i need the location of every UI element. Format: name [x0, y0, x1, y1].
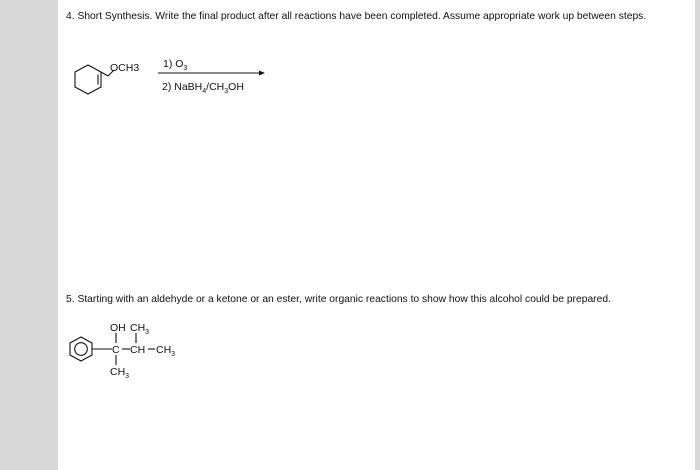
- reaction-arrow: [158, 70, 265, 76]
- reagent-step-2-oh: OH: [228, 81, 244, 93]
- methyl-bottom-label: $CH_3$: [110, 366, 130, 380]
- cyclohexene-methoxy-structure: [64, 52, 144, 102]
- benzene-ring: [70, 337, 92, 361]
- methyl-right-label: $CH_3$: [156, 344, 176, 358]
- reagent-step-1-subscript: 3: [183, 65, 188, 73]
- reagent-step-2-sub-3: 3: [224, 88, 229, 96]
- reagent-step-2-ch: /CH: [206, 81, 225, 93]
- central-carbon-label: C: [112, 344, 120, 356]
- methoxy-label: OCH3: [110, 62, 140, 74]
- methine-label: CH: [130, 344, 146, 356]
- cyclohexene-ring: [75, 65, 101, 94]
- reagent-step-2: [162, 81, 244, 95]
- worksheet-page: [58, 0, 695, 470]
- hydroxyl-label: OH: [110, 322, 126, 334]
- reagent-step-1-text: 1) O: [163, 58, 184, 70]
- benzene-aromatic-circle: [75, 343, 88, 356]
- ring-to-carbon-bond: [101, 72, 108, 76]
- reagent-step-2-sub-4: 4: [202, 88, 207, 96]
- question-5-text: 5. Starting with an aldehyde or a ketone or an ester, write organic reactions to show how this alcohol could be prepared.: [66, 294, 611, 305]
- methyl-top-label: $CH_3$: [130, 322, 150, 336]
- reagent-step-2-nabh: 2) NaBH: [162, 81, 203, 93]
- target-alcohol-structure: [64, 316, 264, 382]
- question-4-text: 4. Short Synthesis. Write the final product after all reactions have been completed. Assume appropriate work up between steps.: [66, 11, 647, 22]
